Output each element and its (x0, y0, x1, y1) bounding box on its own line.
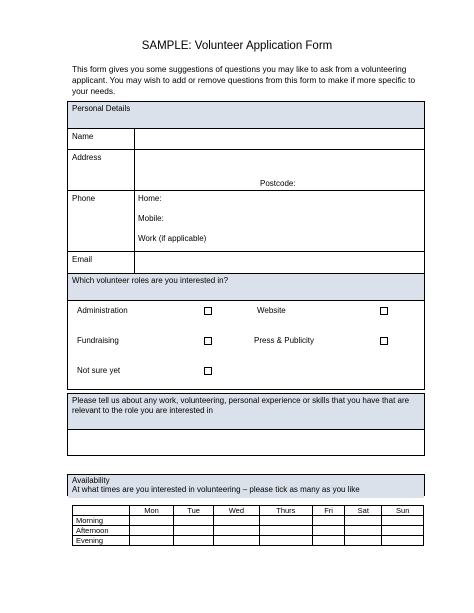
name-label: Name (72, 132, 94, 141)
role-not-sure: Not sure yet (77, 366, 121, 375)
role-press-publicity: Press & Publicity (254, 336, 315, 345)
availability-section (67, 474, 425, 496)
grid-cell[interactable] (259, 536, 312, 546)
address-row (68, 150, 424, 191)
grid-cell[interactable] (214, 526, 259, 536)
grid-cell[interactable] (174, 526, 214, 536)
grid-cell[interactable] (259, 526, 312, 536)
time-morning: Morning (73, 516, 130, 526)
grid-header-row (73, 506, 424, 516)
grid-cell[interactable] (382, 526, 424, 536)
day-mon: Mon (130, 506, 174, 516)
role-fundraising: Fundraising (77, 336, 119, 345)
roles-header: Which volunteer roles are you interested in? (68, 274, 424, 301)
home-phone-label[interactable]: Home: (138, 194, 162, 203)
grid-cell[interactable] (130, 516, 174, 526)
time-afternoon: Afternoon (73, 526, 130, 536)
availability-header (68, 475, 424, 498)
roles-section (67, 273, 425, 390)
name-row (68, 129, 424, 150)
day-sat: Sat (345, 506, 382, 516)
table-row (73, 526, 424, 536)
work-phone-label[interactable]: Work (if applicable) (138, 234, 207, 243)
availability-grid (72, 505, 424, 546)
role-administration: Administration (77, 306, 128, 315)
grid-cell[interactable] (345, 536, 382, 546)
time-evening: Evening (73, 536, 130, 546)
experience-field[interactable] (68, 425, 424, 455)
grid-cell[interactable] (214, 536, 259, 546)
role-press-publicity-checkbox[interactable] (380, 337, 388, 345)
role-not-sure-checkbox[interactable] (204, 367, 212, 375)
email-field[interactable] (135, 252, 424, 273)
divider (134, 191, 135, 251)
grid-corner (73, 506, 130, 516)
table-row (73, 516, 424, 526)
personal-details-section (67, 101, 425, 274)
day-tue: Tue (174, 506, 214, 516)
grid-cell[interactable] (313, 526, 345, 536)
intro-text: This form gives you some suggestions of questions you may like to ask from a volunteering applicant. You may wish to add or remove questions from this form to make if more specific to your needs. (72, 64, 416, 96)
day-wed: Wed (214, 506, 259, 516)
grid-cell[interactable] (130, 536, 174, 546)
grid-cell[interactable] (345, 526, 382, 536)
grid-cell[interactable] (313, 536, 345, 546)
availability-title: Availability (72, 476, 110, 485)
role-website-checkbox[interactable] (380, 307, 388, 315)
phone-row (68, 191, 424, 252)
grid-cell[interactable] (382, 536, 424, 546)
grid-cell[interactable] (345, 516, 382, 526)
role-website: Website (257, 306, 286, 315)
day-sun: Sun (382, 506, 424, 516)
day-thurs: Thurs (259, 506, 312, 516)
phone-label: Phone (72, 194, 96, 203)
experience-header: Please tell us about any work, volunteering, personal experience or skills that you have that are relevant to the role you are interested in (68, 394, 424, 430)
experience-section (67, 393, 425, 456)
day-fri: Fri (313, 506, 345, 516)
grid-cell[interactable] (130, 526, 174, 536)
personal-details-header: Personal Details (68, 102, 424, 129)
grid-cell[interactable] (174, 516, 214, 526)
grid-cell[interactable] (313, 516, 345, 526)
grid-cell[interactable] (382, 516, 424, 526)
grid-cell[interactable] (259, 516, 312, 526)
role-fundraising-checkbox[interactable] (204, 337, 212, 345)
name-field[interactable] (135, 129, 424, 149)
address-label: Address (72, 153, 102, 162)
availability-subtitle: At what times are you interested in volunteering – please tick as many as you like (72, 485, 360, 494)
mobile-phone-label[interactable]: Mobile: (138, 214, 164, 223)
email-label: Email (72, 255, 93, 264)
grid-cell[interactable] (174, 536, 214, 546)
email-row (68, 252, 424, 273)
postcode-label: Postcode: (260, 179, 296, 188)
table-row (73, 536, 424, 546)
form-title: SAMPLE: Volunteer Application Form (141, 40, 333, 52)
role-administration-checkbox[interactable] (204, 307, 212, 315)
grid-cell[interactable] (214, 516, 259, 526)
